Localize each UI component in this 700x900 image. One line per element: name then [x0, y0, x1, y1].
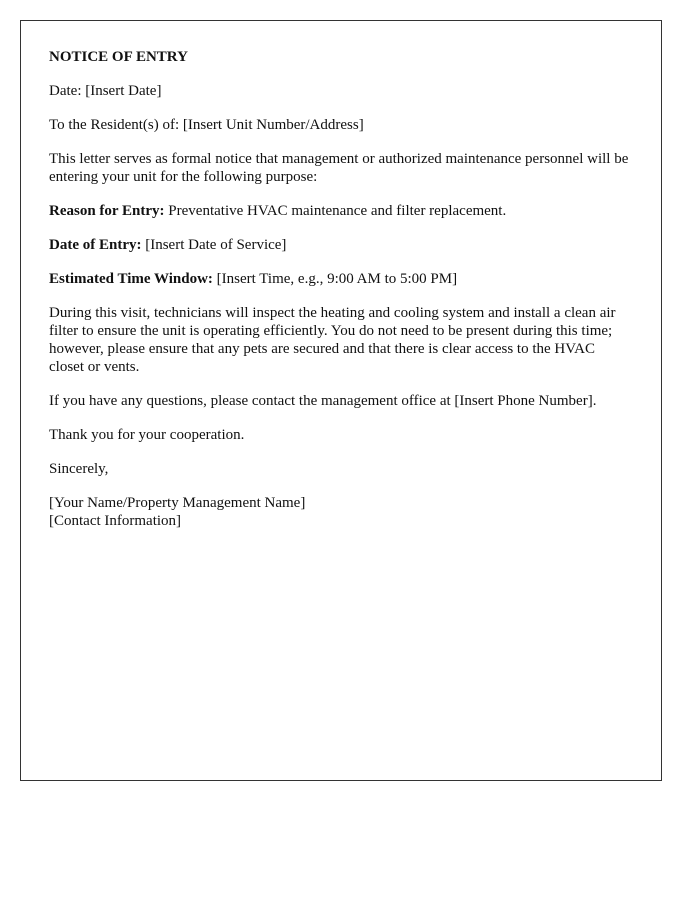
time-window-label: Estimated Time Window:: [49, 271, 213, 287]
details-paragraph: During this visit, technicians will inspect the heating and cooling system and install a clean air filter to ensure the unit is operating efficiently. You do not need to be present during this time; however, please ensure that any pets are secured and that there is clear access to the HVAC closet or vents.: [49, 305, 616, 375]
questions-paragraph: If you have any questions, please contact the management office at [Insert Phone Number].: [49, 393, 597, 409]
entry-date-value: [Insert Date of Service]: [141, 237, 287, 253]
entry-date-label: Date of Entry:: [49, 237, 142, 253]
date-line: Date: [Insert Date]: [49, 83, 162, 99]
reason-line: [49, 202, 632, 220]
reason-value: Preventative HVAC maintenance and filter replacement.: [164, 203, 507, 219]
thanks-line: Thank you for your cooperation.: [49, 427, 245, 443]
signature-block: [49, 494, 632, 530]
reason-label: Reason for Entry:: [49, 203, 165, 219]
time-window-line: [49, 270, 632, 288]
intro-paragraph: This letter serves as formal notice that management or authorized maintenance personnel will be entering your unit for the following purpose:: [49, 151, 629, 185]
letter-title: NOTICE OF ENTRY: [49, 49, 188, 65]
letter: [20, 20, 662, 781]
signature-contact: [Contact Information]: [49, 513, 182, 529]
closing-line: Sincerely,: [49, 461, 109, 477]
entry-date-line: [49, 236, 632, 254]
time-window-value: [Insert Time, e.g., 9:00 AM to 5:00 PM]: [212, 271, 458, 287]
recipient-line: To the Resident(s) of: [Insert Unit Number/Address]: [49, 117, 364, 133]
signature-name: [Your Name/Property Management Name]: [49, 495, 306, 511]
